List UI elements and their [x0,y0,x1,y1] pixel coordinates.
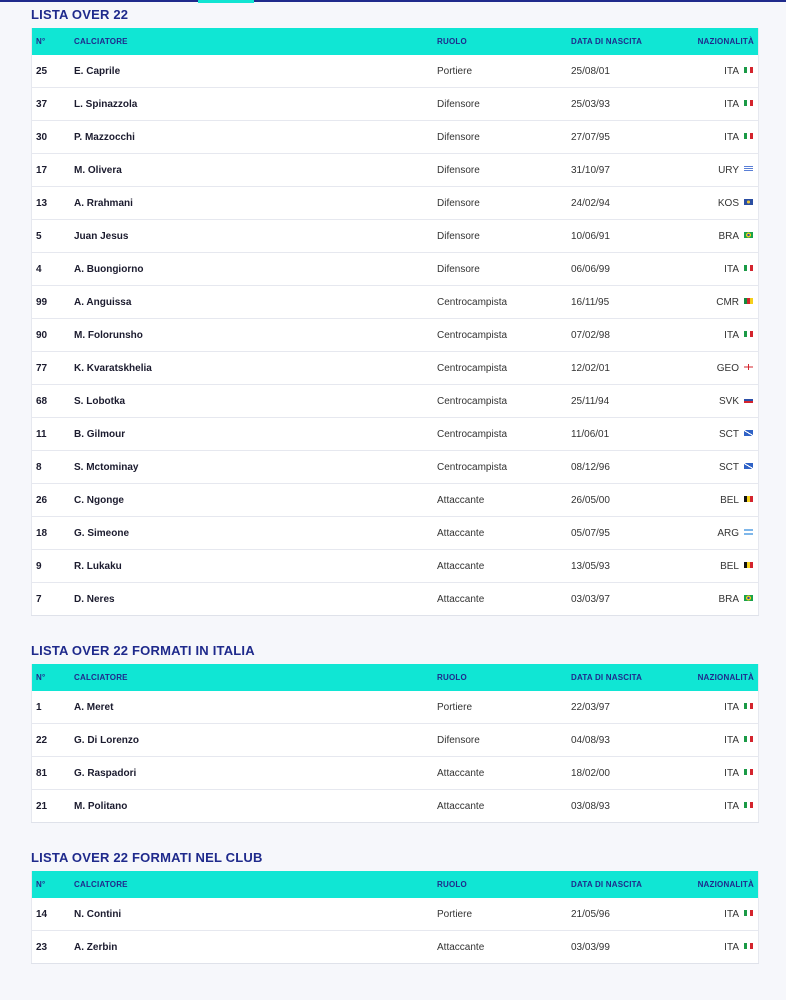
table-row [32,724,759,757]
flag-ita-icon [744,100,753,106]
player-number: 21 [32,790,75,823]
nationality-code: ITA [724,329,739,341]
nationality-code: BRA [718,230,739,242]
player-dob: 04/08/93 [571,724,681,757]
table-row [32,253,759,286]
player-number: 22 [32,724,75,757]
player-role: Attaccante [437,757,571,790]
players-table [31,664,759,823]
player-role: Attaccante [437,583,571,616]
player-dob: 21/05/96 [571,898,681,931]
player-name: M. Politano [74,790,437,823]
table-row [32,220,759,253]
player-dob: 25/08/01 [571,55,681,88]
col-nationality: NAZIONALITÀ [697,880,754,889]
player-nationality [681,418,759,451]
player-dob: 13/05/93 [571,550,681,583]
player-nationality [681,88,759,121]
player-name: A. Zerbin [74,931,437,964]
player-number: 7 [32,583,75,616]
table-row [32,691,759,724]
player-dob: 06/06/99 [571,253,681,286]
player-role: Attaccante [437,517,571,550]
table-row [32,517,759,550]
player-number: 11 [32,418,75,451]
table-header [32,28,759,55]
flag-ita-icon [744,769,753,775]
nationality-code: ITA [724,800,739,812]
flag-ita-icon [744,67,753,73]
player-role: Centrocampista [437,319,571,352]
player-dob: 24/02/94 [571,187,681,220]
player-number: 13 [32,187,75,220]
player-name: S. Lobotka [74,385,437,418]
section-title: LISTA OVER 22 [31,7,129,22]
nationality-code: ITA [724,131,739,143]
player-role: Centrocampista [437,451,571,484]
player-role: Attaccante [437,790,571,823]
player-nationality [681,931,759,964]
player-name: M. Folorunsho [74,319,437,352]
col-player: CALCIATORE [74,673,128,682]
table-header [32,871,759,898]
player-name: Juan Jesus [74,220,437,253]
player-number: 77 [32,352,75,385]
table-row [32,898,759,931]
flag-kos-icon [744,199,753,205]
nationality-code: BEL [720,494,739,506]
player-nationality [681,385,759,418]
player-name: L. Spinazzola [74,88,437,121]
player-number: 17 [32,154,75,187]
nationality-code: ITA [724,941,739,953]
player-name: A. Meret [74,691,437,724]
player-name: G. Di Lorenzo [74,724,437,757]
player-nationality [681,319,759,352]
player-dob: 25/11/94 [571,385,681,418]
player-name: A. Anguissa [74,286,437,319]
section-title: LISTA OVER 22 FORMATI IN ITALIA [31,643,255,658]
table-row [32,385,759,418]
table-row [32,583,759,616]
nationality-code: BRA [718,593,739,605]
player-number: 4 [32,253,75,286]
player-nationality [681,352,759,385]
col-player: CALCIATORE [74,37,128,46]
col-nationality: NAZIONALITÀ [697,37,754,46]
flag-arg-icon [744,529,753,535]
player-number: 81 [32,757,75,790]
section-over22-club [31,845,759,964]
player-number: 25 [32,55,75,88]
flag-bel-icon [744,496,753,502]
player-name: M. Olivera [74,154,437,187]
player-name: K. Kvaratskhelia [74,352,437,385]
player-name: A. Buongiorno [74,253,437,286]
table-row [32,352,759,385]
table-row [32,757,759,790]
nationality-code: SCT [719,428,739,440]
section-title: LISTA OVER 22 FORMATI NEL CLUB [31,850,263,865]
player-number: 37 [32,88,75,121]
col-role: RUOLO [437,673,467,682]
flag-ita-icon [744,331,753,337]
player-role: Portiere [437,691,571,724]
col-dob: DATA DI NASCITA [571,37,643,46]
player-role: Difensore [437,253,571,286]
player-name: C. Ngonge [74,484,437,517]
flag-ury-icon [744,166,753,172]
flag-ita-icon [744,802,753,808]
table-row [32,451,759,484]
flag-ita-icon [744,943,753,949]
player-nationality [681,451,759,484]
player-role: Centrocampista [437,286,571,319]
players-table [31,871,759,964]
col-nationality: NAZIONALITÀ [697,673,754,682]
player-name: P. Mazzocchi [74,121,437,154]
player-nationality [681,691,759,724]
player-number: 90 [32,319,75,352]
flag-svk-icon [744,397,753,403]
player-role: Difensore [437,121,571,154]
player-dob: 25/03/93 [571,88,681,121]
col-number: N° [36,37,46,46]
flag-ita-icon [744,265,753,271]
player-nationality [681,220,759,253]
table-row [32,55,759,88]
nationality-code: URY [718,164,739,176]
player-dob: 26/05/00 [571,484,681,517]
player-nationality [681,253,759,286]
player-dob: 22/03/97 [571,691,681,724]
flag-geo-icon [744,364,753,370]
player-role: Centrocampista [437,385,571,418]
player-dob: 12/02/01 [571,352,681,385]
table-row [32,550,759,583]
player-nationality [681,898,759,931]
player-role: Portiere [437,55,571,88]
player-role: Attaccante [437,550,571,583]
player-nationality [681,286,759,319]
player-role: Attaccante [437,931,571,964]
player-dob: 16/11/95 [571,286,681,319]
player-number: 1 [32,691,75,724]
nationality-code: BEL [720,560,739,572]
player-dob: 07/02/98 [571,319,681,352]
flag-ita-icon [744,910,753,916]
player-number: 23 [32,931,75,964]
player-name: B. Gilmour [74,418,437,451]
player-dob: 31/10/97 [571,154,681,187]
table-row [32,790,759,823]
col-number: N° [36,880,46,889]
table-row [32,154,759,187]
player-number: 26 [32,484,75,517]
player-nationality [681,154,759,187]
player-role: Difensore [437,88,571,121]
nationality-code: ITA [724,734,739,746]
player-dob: 18/02/00 [571,757,681,790]
col-role: RUOLO [437,37,467,46]
flag-ita-icon [744,703,753,709]
player-role: Portiere [437,898,571,931]
nationality-code: ARG [717,527,739,539]
player-number: 99 [32,286,75,319]
player-nationality [681,757,759,790]
player-dob: 27/07/95 [571,121,681,154]
player-number: 5 [32,220,75,253]
table-header [32,664,759,691]
nationality-code: ITA [724,701,739,713]
player-nationality [681,724,759,757]
col-player: CALCIATORE [74,880,128,889]
nationality-code: ITA [724,263,739,275]
nationality-code: GEO [716,362,739,374]
player-nationality [681,121,759,154]
player-role: Difensore [437,154,571,187]
player-name: D. Neres [74,583,437,616]
flag-bra-icon [744,232,753,238]
player-number: 68 [32,385,75,418]
player-nationality [681,55,759,88]
player-number: 18 [32,517,75,550]
col-dob: DATA DI NASCITA [571,673,643,682]
table-row [32,931,759,964]
player-nationality [681,517,759,550]
player-role: Difensore [437,220,571,253]
player-dob: 11/06/01 [571,418,681,451]
nationality-code: ITA [724,908,739,920]
flag-bra-icon [744,595,753,601]
table-row [32,187,759,220]
flag-sct-icon [744,463,753,469]
flag-ita-icon [744,736,753,742]
nationality-code: CMR [716,296,739,308]
table-row [32,484,759,517]
player-nationality [681,790,759,823]
nationality-code: ITA [724,767,739,779]
player-name: G. Raspadori [74,757,437,790]
player-dob: 10/06/91 [571,220,681,253]
player-dob: 05/07/95 [571,517,681,550]
players-table [31,28,759,616]
player-nationality [681,484,759,517]
player-name: A. Rrahmani [74,187,437,220]
player-number: 14 [32,898,75,931]
player-name: S. Mctominay [74,451,437,484]
flag-cmr-icon [744,298,753,304]
flag-sct-icon [744,430,753,436]
table-row [32,319,759,352]
table-row [32,418,759,451]
col-dob: DATA DI NASCITA [571,880,643,889]
table-row [32,121,759,154]
nationality-code: SVK [718,395,739,407]
player-number: 9 [32,550,75,583]
nationality-code: ITA [724,65,739,77]
player-name: G. Simeone [74,517,437,550]
flag-ita-icon [744,133,753,139]
nationality-code: SCT [719,461,739,473]
player-name: E. Caprile [74,55,437,88]
player-role: Centrocampista [437,352,571,385]
nationality-code: KOS [717,197,739,209]
player-dob: 03/08/93 [571,790,681,823]
col-role: RUOLO [437,880,467,889]
nationality-code: ITA [724,98,739,110]
player-nationality [681,550,759,583]
flag-bel-icon [744,562,753,568]
player-number: 8 [32,451,75,484]
player-name: R. Lukaku [74,550,437,583]
player-role: Difensore [437,724,571,757]
player-role: Difensore [437,187,571,220]
player-dob: 03/03/97 [571,583,681,616]
player-dob: 08/12/96 [571,451,681,484]
player-number: 30 [32,121,75,154]
player-nationality [681,187,759,220]
player-role: Centrocampista [437,418,571,451]
table-row [32,88,759,121]
section-over22 [31,2,759,616]
player-role: Attaccante [437,484,571,517]
player-nationality [681,583,759,616]
section-over22-italy [31,638,759,823]
player-name: N. Contini [74,898,437,931]
col-number: N° [36,673,46,682]
table-row [32,286,759,319]
player-dob: 03/03/99 [571,931,681,964]
